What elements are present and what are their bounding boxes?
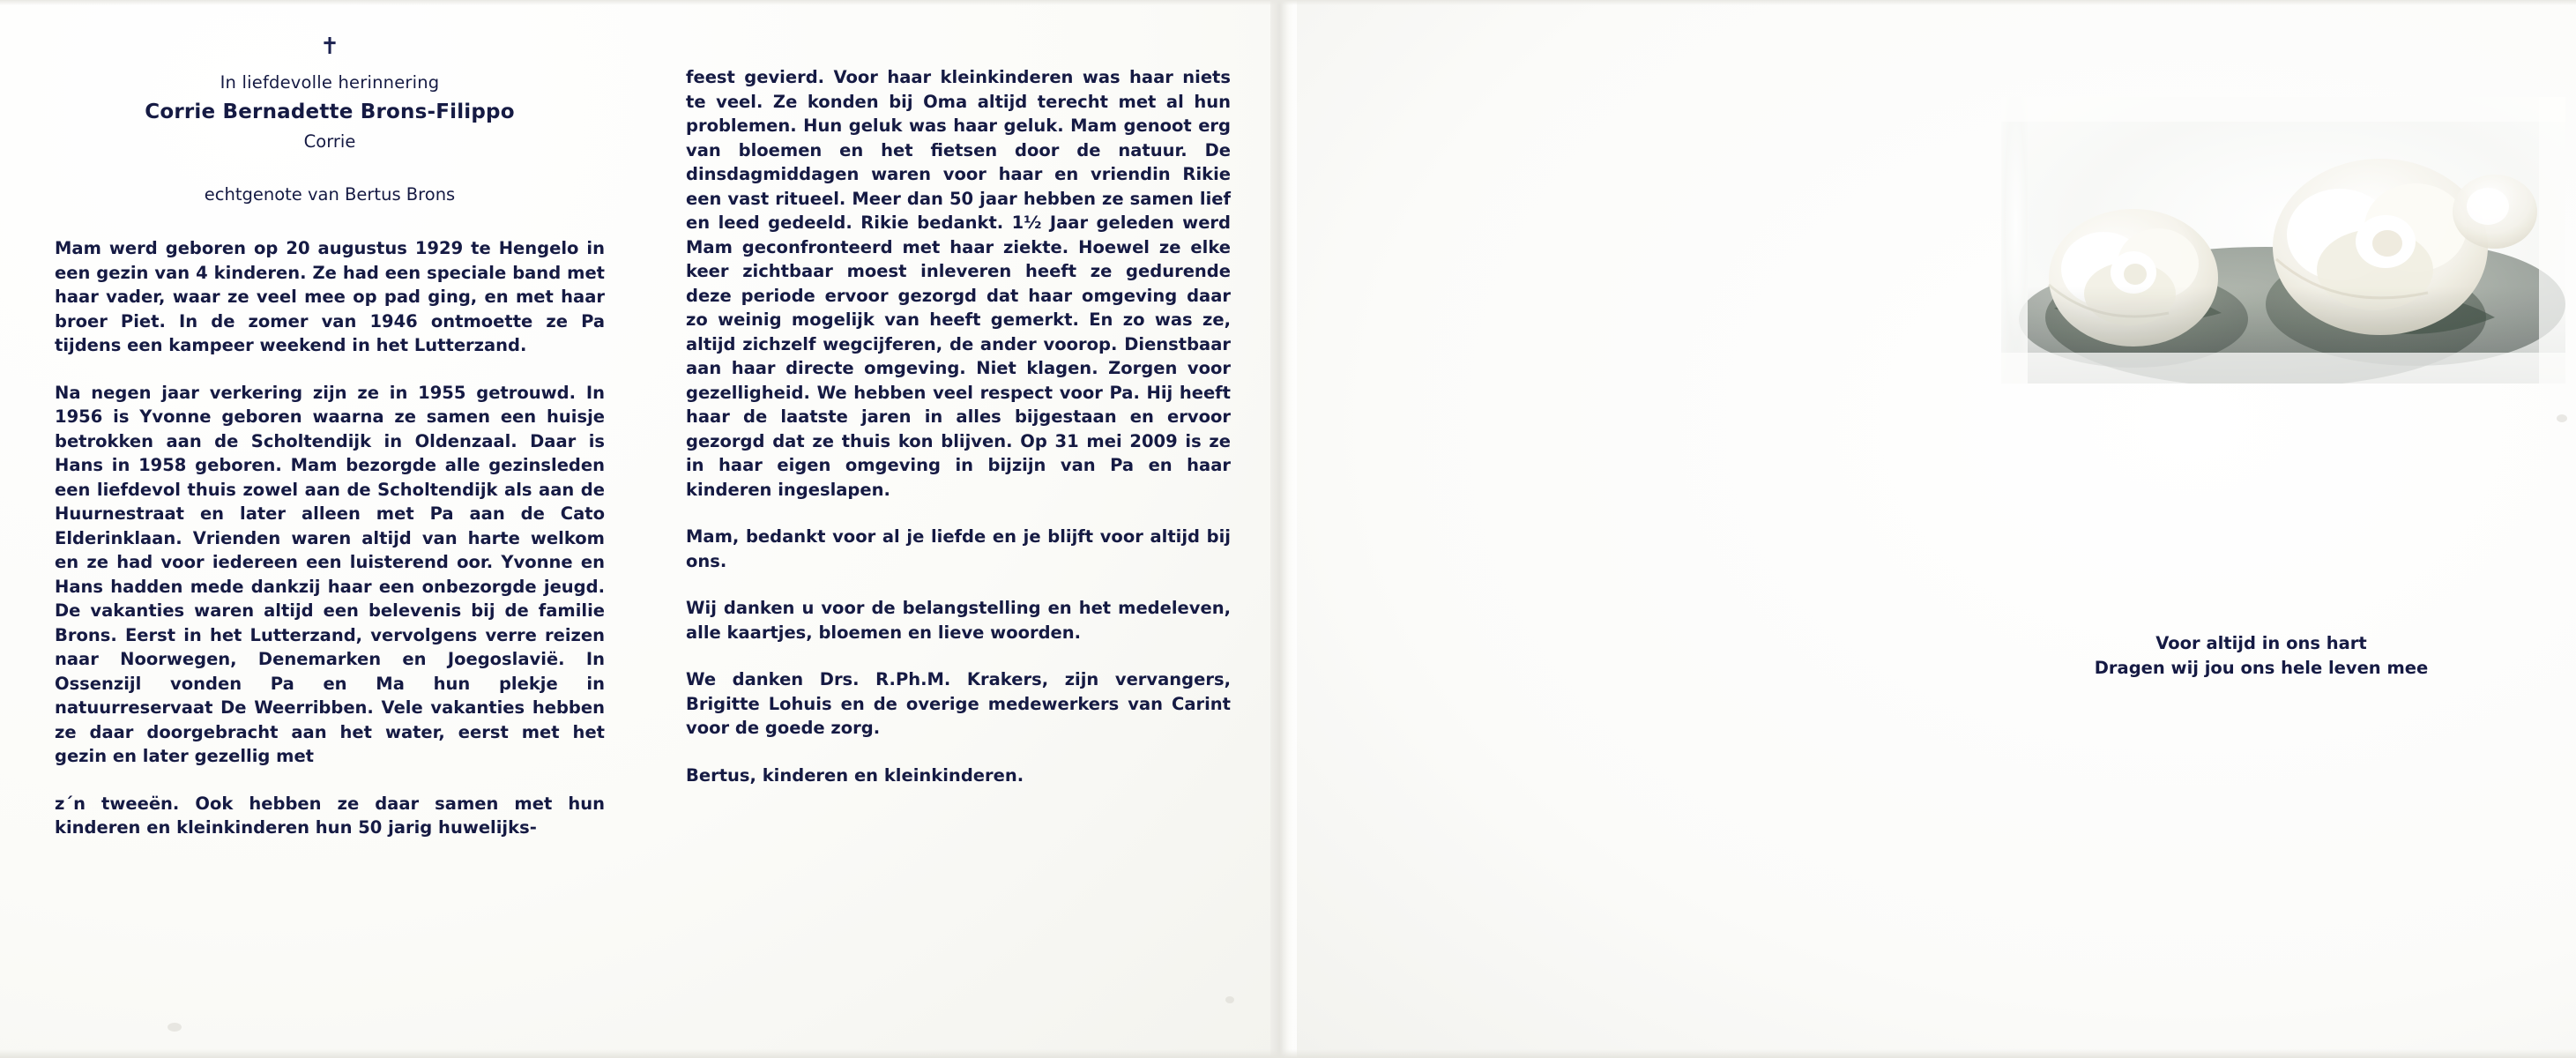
spouse-line: echtgenote van Bertus Brons (204, 183, 456, 205)
paragraph: Bertus, kinderen en kleinkinderen. (686, 764, 1024, 786)
scan-edge-top (0, 0, 2576, 5)
memorial-header (55, 35, 605, 206)
scan-speck (2557, 414, 2567, 422)
closing-line: Voor altijd in ons hart (2155, 633, 2367, 653)
scan-speck (168, 1023, 182, 1032)
paragraph: feest gevierd. Voor haar kleinkinderen was haar niets te veel. Ze konden bij Oma altijd terecht met al hun problemen. Hun geluk was haar geluk. Mam genoot erg van bloemen en het fietsen door de natuur. De dinsdagmiddagen waren voor haar en vriendin Rikie een vast ritueel. Meer dan 50 jaar hebben ze samen lief en leed gedeeld. Rikie bedankt. 1½ Jaar geleden werd Mam geconfronteerd met haar ziekte. Hoewel ze elke keer zichtbaar moest inleveren heeft ze gedurende deze periode ervoor gezorgd dat haar omgeving daar zo weinig mogelijk van heeft gemerkt. En zo was ze, altijd zichzelf wegcijferen, de ander voorop. Dienstbaar aan haar directe omgeving. Niet klagen. Zorgen voor gezelligheid. We hebben veel respect voor Pa. Hij heeft haar de laatste jaren in alles bijgestaan en ervoor gezorgd dat ze thuis kon blijven. Op 31 mei 2009 is ze in haar eigen omgeving in bijzijn van Pa en haar kinderen ingeslapen. (686, 67, 1231, 500)
left-text-column (55, 35, 605, 863)
right-text-column (686, 65, 1231, 810)
scan-edge-bottom (0, 1049, 2576, 1058)
paragraph: z´n tweeën. Ook hebben ze daar samen met hun kinderen en kleinkinderen hun 50 jarig huwelijks- (55, 793, 605, 838)
closing-verse (1957, 631, 2565, 681)
deceased-name: Corrie Bernadette Brons-Filippo (145, 100, 515, 123)
closing-line: Dragen wij jou ons hele leven mee (2094, 658, 2429, 678)
scan-speck (1225, 996, 1234, 1003)
paragraph: We danken Drs. R.Ph.M. Krakers, zijn vervangers, Brigitte Lohuis en de overige medewerkers van Carint voor de goede zorg. (686, 669, 1231, 738)
paragraph: Mam werd geboren op 20 augustus 1929 te Hengelo in een gezin van 4 kinderen. Ze had een speciale band met haar vader, waar ze veel mee op pad ging, en met haar broer Piet. In de zomer van 1946 ontmoette ze Pa tijdens een kampeer weekend in het Lutterzand. (55, 238, 605, 355)
latin-cross-icon: ✝ (320, 34, 339, 60)
paragraph: Wij danken u voor de belangstelling en het medeleven, alle kaartjes, bloemen en lieve woorden. (686, 598, 1231, 643)
paragraph: Na negen jaar verkering zijn ze in 1955 getrouwd. In 1956 is Yvonne geboren waarna ze samen een huisje betrokken aan de Scholtendijk in Oldenzaal. Daar is Hans in 1958 geboren. Mam bezorgde alle gezinsleden een liefdevol thuis zowel aan de Scholtendijk als aan de Huurnestraat en later alleen met Pa aan de Cato Elderinklaan. Vrienden waren altijd van harte welkom en ze had voor iedereen een luisterend oor. Yvonne en Hans hadden mede dankzij haar een onbezorgde jeugd. De vakanties waren altijd een belevenis bij de familie Brons. Eerst in het Lutterzand, vervolgens verre reizen naar Noorwegen, Denemarken en Joegoslavië. In Ossenzijl vonden Pa en Ma hun plekje in natuurreservaat De Weerribben. Vele vakanties hebben ze daar doorgebracht aan het water, eerst met het gezin en later gezellig met (55, 382, 605, 766)
paragraph: Mam, bedankt voor al je liefde en je blijft voor altijd bij ons. (686, 526, 1231, 571)
deceased-nickname: Corrie (303, 131, 356, 152)
white-roses-photo (2001, 97, 2565, 384)
in-memoriam-line: In liefdevolle herinnering (220, 72, 440, 93)
card-fold (1270, 0, 1297, 1058)
